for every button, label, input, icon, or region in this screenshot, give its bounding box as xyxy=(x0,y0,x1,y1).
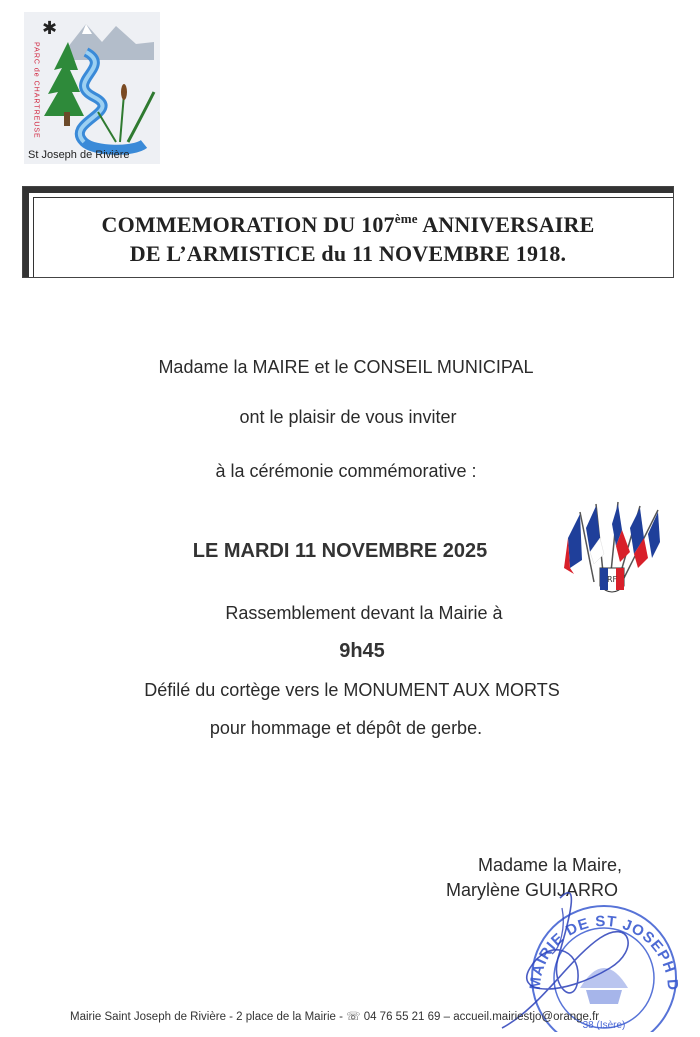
signature-title: Madame la Maire, xyxy=(478,855,623,875)
logo-caption: St Joseph de Rivière xyxy=(28,149,130,161)
stamp-code: 38 (Isère) xyxy=(582,1020,626,1031)
logo-side-text: PARC de CHARTREUSE xyxy=(32,42,40,139)
title-ordinal: ème xyxy=(394,211,418,226)
event-date: LE MARDI 11 NOVEMBRE 2025 xyxy=(192,540,488,562)
snowflake-icon: ✱ xyxy=(42,18,58,39)
invitation-line-2: ont le plaisir de vous inviter xyxy=(239,407,457,427)
event-time: 9h45 xyxy=(339,640,385,662)
park-logo xyxy=(24,12,160,164)
title-line-1 xyxy=(23,211,673,238)
footer-contact: Mairie Saint Joseph de Rivière - 2 place de la Mairie - ☏ 04 76 55 21 69 – accueil.mairiestjo@orange.fr xyxy=(70,1011,600,1023)
invitation-line-3: à la cérémonie commémorative : xyxy=(215,461,477,481)
title-box-top-bar xyxy=(23,187,673,193)
stamp-ring-text: MAIRIE DE ST JOSEPH D xyxy=(526,912,682,992)
homage-line: pour hommage et dépôt de gerbe. xyxy=(209,718,483,738)
svg-text:RF: RF xyxy=(607,575,618,584)
title-line-1-prefix: COMMEMORATION DU 107 xyxy=(101,212,395,237)
title-box xyxy=(22,186,674,278)
parade-line: Défilé du cortège vers le MONUMENT AUX MORTS xyxy=(144,680,560,700)
invitation-line-1: Madame la MAIRE et le CONSEIL MUNICIPAL xyxy=(158,357,534,377)
gathering-line: Rassemblement devant la Mairie à xyxy=(225,603,503,623)
title-line-1-suffix: ANNIVERSAIRE xyxy=(417,212,595,237)
title-line-2: DE L’ARMISTICE du 11 NOVEMBRE 1918. xyxy=(129,241,567,266)
signature-name: Marylène GUIJARRO xyxy=(446,880,619,900)
